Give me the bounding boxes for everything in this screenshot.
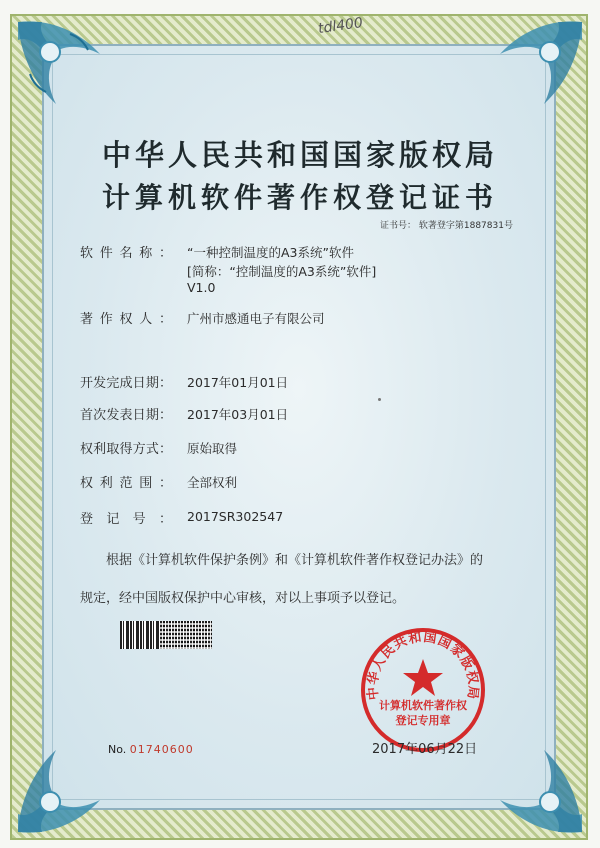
registration-number-label: 登记号： xyxy=(80,512,172,527)
rights-scope-value: 全部权利 xyxy=(187,475,238,490)
issuing-authority: 中华人民共和国国家版权局 xyxy=(101,138,498,172)
corner-ornament-icon xyxy=(10,14,130,114)
registration-number-value: 2017SR302547 xyxy=(187,509,284,524)
statement-line-2: 规定，经中国版权保护中心审核，对以上事项予以登记。 xyxy=(80,591,406,606)
matrix-code xyxy=(160,621,212,649)
rights-scope-label: 权利范围： xyxy=(80,476,172,491)
software-name-value: “一种控制温度的A3系统”软件 xyxy=(187,245,354,260)
certificate-number: 证书号： 软著登字第1887831号 xyxy=(380,221,513,231)
corner-ornament-icon xyxy=(470,14,590,114)
serial-prefix: No. xyxy=(108,743,127,756)
speck xyxy=(378,398,381,401)
corner-ornament-icon xyxy=(470,740,590,840)
issue-date: 2017年06月22日 xyxy=(372,742,478,757)
copyright-holder-value: 广州市感通电子有限公司 xyxy=(187,311,325,326)
svg-text:中华人民共和国国家版权局: 中华人民共和国国家版权局 xyxy=(365,630,481,701)
handwritten-note: tdl400 xyxy=(317,14,364,38)
seal-text xyxy=(358,698,488,728)
seal-line-1: 计算机软件著作权 xyxy=(379,699,467,712)
software-name-label: 软件名称： xyxy=(80,246,172,261)
acquisition-method-value: 原始取得 xyxy=(187,441,238,456)
statement-line-1 xyxy=(80,546,540,576)
seal-line-2: 登记专用章 xyxy=(395,714,451,727)
copyright-holder-label: 著作权人： xyxy=(80,312,172,327)
first-publication-date-label: 首次发表日期： xyxy=(80,408,172,423)
acquisition-method-label: 权利取得方式： xyxy=(80,442,172,457)
software-short-name: [简称：“控制温度的A3系统”软件] xyxy=(187,264,377,279)
statement-text-1: 根据《计算机软件保护条例》和《计算机软件著作权登记办法》的 xyxy=(106,553,484,568)
serial-number xyxy=(108,743,194,756)
dev-completion-date-label: 开发完成日期： xyxy=(80,376,172,391)
first-publication-date-value: 2017年03月01日 xyxy=(187,407,289,422)
official-seal-icon xyxy=(358,625,488,755)
serial-number-value: 01740600 xyxy=(129,743,194,756)
software-version: V1.0 xyxy=(187,280,216,295)
dev-completion-date-value: 2017年01月01日 xyxy=(187,375,289,390)
certificate-title: 计算机软件著作权登记证书 xyxy=(101,181,498,214)
